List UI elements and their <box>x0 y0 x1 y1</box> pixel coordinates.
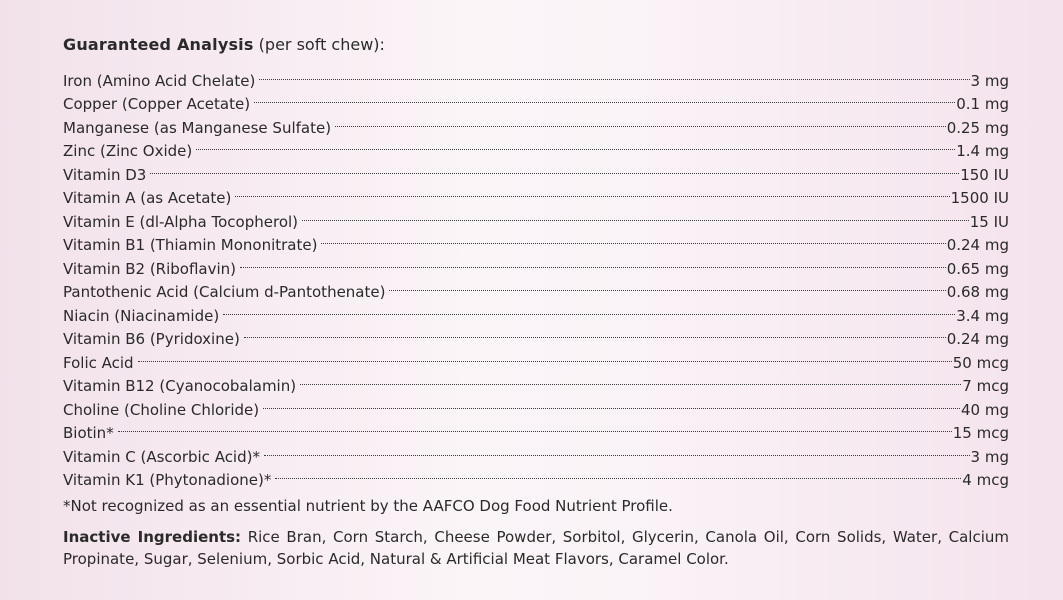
nutrient-amount: 3 mg <box>970 447 1009 466</box>
nutrient-amount: 0.1 mg <box>956 95 1009 113</box>
dot-leader <box>275 462 961 486</box>
nutrient-amount: 0.65 mg <box>946 259 1009 278</box>
nutrient-amount: 15 IU <box>969 212 1009 231</box>
nutrient-amount: 1500 IU <box>950 189 1009 207</box>
nutrient-name: Vitamin C (Ascorbic Acid)* <box>63 447 260 466</box>
dot-leader <box>244 321 946 345</box>
nutrient-row <box>63 344 1009 372</box>
nutrient-amount: 0.24 mg <box>946 236 1009 254</box>
nutrient-name: Copper (Copper Acetate) <box>63 95 251 113</box>
nutrient-name: Vitamin A (as Acetate) <box>63 189 232 207</box>
nutrient-amount: 15 mcg <box>952 424 1009 442</box>
nutrient-name: Zinc (Zinc Oxide) <box>63 142 193 160</box>
nutrient-name: Vitamin E (dl-Alpha Tocopherol) <box>63 212 299 231</box>
nutrient-amount: 3 mg <box>970 71 1009 90</box>
nutrient-row <box>63 415 1009 442</box>
nutrient-name: Niacin (Niacinamide) <box>63 306 220 325</box>
nutrient-list <box>63 62 1009 489</box>
nutrient-amount: 4 mcg <box>962 471 1009 489</box>
nutrient-amount: 7 mcg <box>962 377 1009 395</box>
nutrient-amount: 40 mg <box>961 400 1009 419</box>
nutrient-amount: 0.68 mg <box>946 283 1009 301</box>
dot-leader <box>196 133 955 157</box>
nutrient-amount: 0.24 mg <box>946 330 1009 348</box>
dot-leader <box>118 415 952 439</box>
nutrient-row <box>63 62 1009 90</box>
heading-bold: Guaranteed Analysis <box>63 35 254 54</box>
nutrient-name: Biotin* <box>63 424 114 442</box>
nutrient-row <box>63 133 1009 160</box>
guaranteed-analysis-panel <box>63 34 1009 570</box>
nutrient-amount: 0.25 mg <box>946 118 1009 137</box>
dot-leader <box>335 109 946 133</box>
dot-leader <box>150 156 959 180</box>
dot-leader <box>254 86 955 110</box>
dot-leader <box>321 227 945 251</box>
dot-leader <box>300 368 961 392</box>
nutrient-row <box>63 180 1009 207</box>
nutrient-amount: 3.4 mg <box>956 306 1009 325</box>
inactive-ingredients-text: Rice Bran, Corn Starch, Cheese Powder, Sorbitol, Glycerin, Canola Oil, Corn Solids, Water, Calcium Propinate, Sugar, Selenium, Sorbic Acid, Natural & Artificial Meat Flavors, Caramel Color. <box>63 528 1009 568</box>
nutrient-name: Manganese (as Manganese Sulfate) <box>63 118 332 137</box>
dot-leader <box>138 344 952 368</box>
dot-leader <box>302 203 969 227</box>
nutrient-row <box>63 156 1009 184</box>
nutrient-name: Vitamin B1 (Thiamin Mononitrate) <box>63 236 318 254</box>
dot-leader <box>389 274 945 298</box>
dot-leader <box>223 297 955 321</box>
nutrient-amount: 150 IU <box>960 165 1009 184</box>
nutrient-name: Vitamin B12 (Cyanocobalamin) <box>63 377 297 395</box>
inactive-ingredients-label: Inactive Ingredients: <box>63 528 242 546</box>
nutrient-name: Iron (Amino Acid Chelate) <box>63 71 256 90</box>
nutrient-name: Vitamin B6 (Pyridoxine) <box>63 330 240 348</box>
aafco-footnote: *Not recognized as an essential nutrient by the AAFCO Dog Food Nutrient Profile. <box>63 497 673 515</box>
nutrient-row <box>63 368 1009 395</box>
nutrient-name: Vitamin K1 (Phytonadione)* <box>63 471 272 489</box>
nutrient-amount: 1.4 mg <box>956 142 1009 160</box>
nutrient-row <box>63 438 1009 466</box>
dot-leader <box>240 250 946 274</box>
dot-leader <box>263 391 960 415</box>
inactive-ingredients <box>63 526 1009 570</box>
nutrient-name: Pantothenic Acid (Calcium d-Pantothenate) <box>63 283 386 301</box>
nutrient-name: Vitamin D3 <box>63 165 147 184</box>
nutrient-name: Choline (Choline Chloride) <box>63 400 260 419</box>
dot-leader <box>235 180 949 204</box>
nutrient-name: Vitamin B2 (Riboflavin) <box>63 259 237 278</box>
dot-leader <box>264 438 970 462</box>
nutrient-amount: 50 mcg <box>952 353 1009 372</box>
heading-suffix: (per soft chew): <box>253 35 385 54</box>
section-heading <box>63 34 1009 56</box>
dot-leader <box>259 62 969 86</box>
nutrient-name: Folic Acid <box>63 353 134 372</box>
